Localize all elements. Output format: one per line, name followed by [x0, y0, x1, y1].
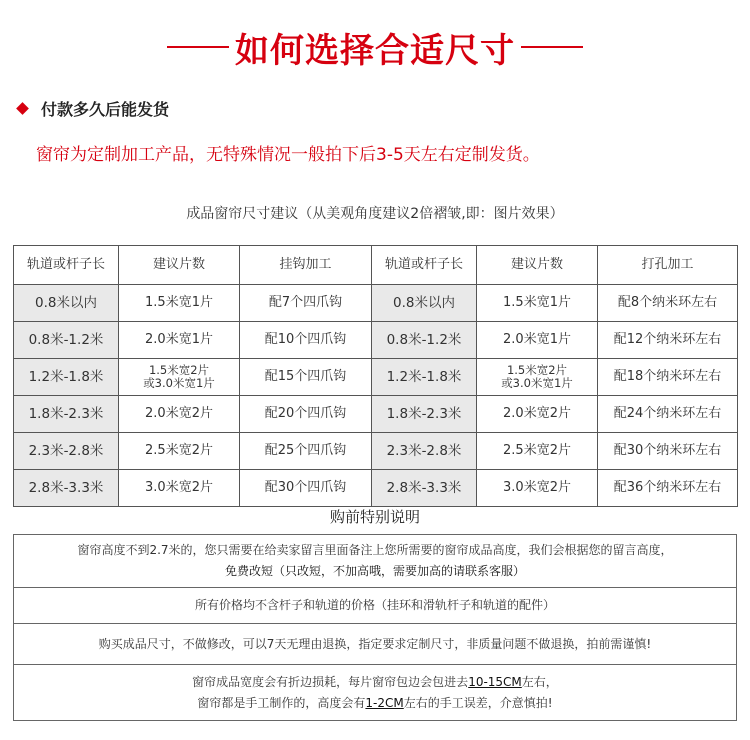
cell-length-2: 1.2米-1.8米 [372, 359, 477, 396]
cell-panels-line-a: 1.5米宽2片 [148, 363, 210, 377]
note-4-line-1 [14, 672, 736, 693]
note-3-text: 购买成品尺寸，不做修改，可以7天无理由退换，指定要求定制尺寸，非质量问题不做退换，拍前需谨慎! [98, 636, 652, 651]
note-4-l1-c: 左右， [521, 674, 558, 689]
cell-hooks: 配7个四爪钩 [240, 285, 372, 322]
note-4-l1-b: 10-15CM [468, 674, 522, 689]
cell-hooks: 配10个四爪钩 [240, 322, 372, 359]
notes-box [13, 534, 737, 721]
cell-panels-2 [477, 359, 598, 396]
cell-panels-2: 2.0米宽2片 [477, 396, 598, 433]
cell-panels: 2.5米宽2片 [119, 433, 240, 470]
note-return-policy [14, 624, 736, 665]
cell-length: 1.8米-2.3米 [14, 396, 119, 433]
header-cell-panels-2: 建议片数 [477, 246, 598, 285]
cell-panels-2: 2.5米宽2片 [477, 433, 598, 470]
note-height-adjust [14, 535, 736, 588]
table-header-row [14, 246, 738, 285]
note-4-l2-b: 1-2CM [365, 695, 404, 710]
cell-panels: 2.0米宽1片 [119, 322, 240, 359]
cell-panels: 2.0米宽2片 [119, 396, 240, 433]
size-table-caption: 成品窗帘尺寸建议（从美观角度建议2倍褶皱,即：图片效果） [186, 206, 564, 222]
table-row [14, 285, 738, 322]
cell-rings: 配30个纳米环左右 [598, 433, 738, 470]
table-row [14, 396, 738, 433]
notes-title: 购前特别说明 [329, 508, 420, 526]
faq-question: 付款多久后能发货 [41, 99, 170, 119]
page-title: 如何选择合适尺寸 [235, 30, 515, 71]
cell-rings: 配8个纳米环左右 [598, 285, 738, 322]
cell-rings: 配18个纳米环左右 [598, 359, 738, 396]
title-right-rule [521, 46, 583, 48]
cell-hooks: 配20个四爪钩 [240, 396, 372, 433]
cell-length-2: 2.8米-3.3米 [372, 470, 477, 507]
cell-panels-2: 3.0米宽2片 [477, 470, 598, 507]
header-cell-rings: 打孔加工 [598, 246, 738, 285]
note-price-exclusion [14, 588, 736, 624]
cell-hooks: 配30个四爪钩 [240, 470, 372, 507]
table-row [14, 322, 738, 359]
note-4-l1-a: 窗帘成品宽度会有折边损耗，每片窗帘包边会包进去 [192, 674, 469, 689]
note-4-l2-c: 左右的手工误差，介意慎拍! [403, 695, 553, 710]
page-header [0, 22, 750, 72]
cell-length-2: 0.8米-1.2米 [372, 322, 477, 359]
note-2-text: 所有价格均不含杆子和轨道的价格（挂环和滑轨杆子和轨道的配件） [194, 598, 555, 612]
note-1-line-2: 免费改短（只改短，不加高哦，需要加高的请联系客服） [224, 564, 525, 578]
cell-length: 1.2米-1.8米 [14, 359, 119, 396]
header-cell-length-2: 轨道或杆子长 [372, 246, 477, 285]
cell-panels: 1.5米宽1片 [119, 285, 240, 322]
table-row [14, 433, 738, 470]
cell-panels [119, 359, 240, 396]
faq-answer: 窗帘为定制加工产品，无特殊情况一般拍下后3-5天左右定制发货。 [36, 145, 540, 165]
cell-panels-2-line-b: 或3.0米宽1片 [501, 376, 573, 390]
cell-length: 2.8米-3.3米 [14, 470, 119, 507]
note-handmade-tolerance [14, 665, 736, 721]
cell-panels-2: 2.0米宽1片 [477, 322, 598, 359]
cell-length: 0.8米-1.2米 [14, 322, 119, 359]
cell-hooks: 配15个四爪钩 [240, 359, 372, 396]
header-cell-hooks: 挂钩加工 [240, 246, 372, 285]
title-left-rule [167, 46, 229, 48]
note-1-line-1: 窗帘高度不到2.7米的，您只需要在给卖家留言里面备注上您所需要的窗帘成品高度，我们会根据您的留言高度， [77, 543, 673, 557]
table-row [14, 359, 738, 396]
cell-hooks: 配25个四爪钩 [240, 433, 372, 470]
header-cell-panels: 建议片数 [119, 246, 240, 285]
cell-length: 2.3米-2.8米 [14, 433, 119, 470]
cell-panels-2: 1.5米宽1片 [477, 285, 598, 322]
cell-rings: 配36个纳米环左右 [598, 470, 738, 507]
table-row [14, 470, 738, 507]
cell-panels: 3.0米宽2片 [119, 470, 240, 507]
cell-length: 0.8米以内 [14, 285, 119, 322]
cell-rings: 配24个纳米环左右 [598, 396, 738, 433]
cell-panels-2-line-a: 1.5米宽2片 [506, 363, 568, 377]
cell-length-2: 2.3米-2.8米 [372, 433, 477, 470]
diamond-bullet-icon [16, 102, 29, 115]
note-4-line-2 [14, 693, 736, 714]
cell-rings: 配12个纳米环左右 [598, 322, 738, 359]
cell-length-2: 0.8米以内 [372, 285, 477, 322]
note-4-l2-a: 窗帘都是手工制作的，高度会有 [197, 695, 366, 710]
cell-panels-line-b: 或3.0米宽1片 [143, 376, 215, 390]
header-cell-length: 轨道或杆子长 [14, 246, 119, 285]
faq-question-row [18, 95, 169, 121]
size-table [13, 245, 738, 507]
cell-length-2: 1.8米-2.3米 [372, 396, 477, 433]
